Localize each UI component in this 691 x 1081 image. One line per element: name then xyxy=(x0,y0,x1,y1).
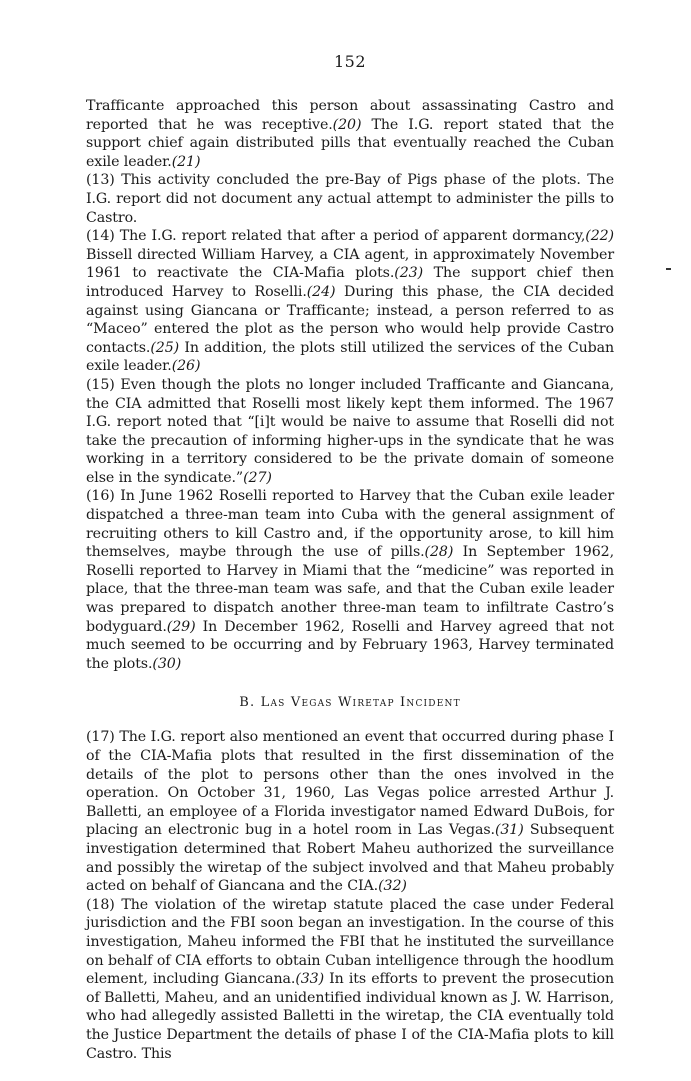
paragraph xyxy=(86,487,614,673)
paragraph-text: Bissell directed William Harvey, a CIA agent, in approximately November 1961 to reactivate the CIA-Mafia plots. xyxy=(86,246,614,282)
footnote-ref: (23) xyxy=(394,265,424,282)
paragraph-text: In its efforts to prevent the prosecution of Balletti, Maheu, and an unidentified individual known as J. W. Harrison, who had allegedly assisted Balletti in the wiretap, the CIA eventually told the Justice Department the details of phase I of the CIA-Mafia plots to kill Castro. This xyxy=(86,971,615,1062)
document-page xyxy=(86,52,614,1063)
footnote-ref: (22) xyxy=(585,228,614,245)
body-text-top xyxy=(86,97,614,673)
paragraph-text: (15) Even though the plots no longer included Trafficante and Giancana, the CIA admitted that Roselli most likely kept them informed. The 1967 I.G. report noted that “[i]t would be naive to assume that Roselli did not take the precaution of informing higher-ups in the syndicate that he was working in a territory considered to be the private domain of someone else in the syndicate.” xyxy=(86,376,614,486)
footnote-ref: (26) xyxy=(171,358,201,375)
paragraph-text: The support chief then introduced Harvey to Roselli. xyxy=(86,265,615,300)
paragraph xyxy=(86,376,614,488)
footnote-ref: (28) xyxy=(424,544,454,561)
paragraph-text: Subsequent investigation determined that Robert Maheu authorized the surveillance and possibly the wiretap of the subject involved and that Maheu probably acted on behalf of Giancana and the CIA. xyxy=(86,822,614,895)
page-number: 152 xyxy=(333,52,367,71)
paragraph xyxy=(86,171,614,227)
paragraph xyxy=(86,896,614,1063)
footnote-ref: (24) xyxy=(306,283,336,300)
paragraph xyxy=(86,97,614,171)
footnote-ref: (27) xyxy=(243,469,272,486)
paragraph xyxy=(86,728,614,895)
footnote-ref: (32) xyxy=(378,878,407,895)
footnote-ref: (30) xyxy=(152,655,182,672)
paragraph-text: In December 1962, Roselli and Harvey agreed that not much seemed to be occurring and by February 1963, Harvey terminated the plots. xyxy=(86,618,614,672)
footnote-ref: (31) xyxy=(494,822,524,839)
margin-mark xyxy=(666,268,671,270)
footnote-ref: (29) xyxy=(166,618,196,635)
footnote-ref: (25) xyxy=(150,339,180,356)
paragraph-text: During this phase, the CIA decided against using Giancana or Trafficante; instead, a person referred to as “Maceo” entered the plot as the person who would help provide Castro contacts. xyxy=(86,283,615,356)
paragraph-text: Trafficante approached this person about assassinating Castro and reported that he was receptive. xyxy=(86,98,614,133)
paragraph-text: (14) The I.G. report related that after a period of apparent dormancy, xyxy=(86,228,586,245)
footnote-ref: (20) xyxy=(332,116,362,133)
paragraph-text: (16) In June 1962 Roselli reported to Harvey that the Cuban exile leader dispatched a three-man team into Cuba with the general assignment of recruiting others to kill Castro and, if the opportunity arose, to kill him themselves, maybe through the use of pills. xyxy=(86,488,614,561)
paragraph-text: (17) The I.G. report also mentioned an event that occurred during phase I of the CIA-Mafia plots that resulted in the first dissemination of the details of the plot to persons other than the ones involved in the operation. On October 31, 1960, Las Vegas police arrested Arthur J. Balletti, an employee of a Florida investigator named Edward DuBois, for placing an electronic bug in a hotel room in Las Vegas. xyxy=(86,729,614,839)
paragraph-text: (13) This activity concluded the pre-Bay of Pigs phase of the plots. The I.G. report did not document any actual attempt to administer the pills to Castro. xyxy=(86,172,614,226)
body-text-bottom xyxy=(86,728,614,1063)
paragraph xyxy=(86,227,614,376)
paragraph-text: In September 1962, Roselli reported to Harvey in Miami that the “medicine” was reported in place, that the three-man team was safe, and that the Cuban exile leader was prepared to dispatch another three-man team to infiltrate Castro’s bodyguard. xyxy=(86,544,614,635)
paragraph-text: (18) The violation of the wiretap statute placed the case under Federal jurisdiction and the FBI soon began an investigation. In the course of this investigation, Maheu informed the FBI that he instituted the surveillance on behalf of CIA efforts to obtain Cuban intelligence through the hoodlum element, including Giancana. xyxy=(86,896,614,988)
paragraph-text: In addition, the plots still utilized the services of the Cuban exile leader. xyxy=(86,339,614,375)
footnote-ref: (33) xyxy=(295,971,325,988)
section-heading: B. Las Vegas Wiretap Incident xyxy=(239,695,461,711)
paragraph-text: The I.G. report stated that the support chief again distributed pills that eventually reached the Cuban exile leader. xyxy=(86,116,614,170)
footnote-ref: (21) xyxy=(171,153,201,170)
